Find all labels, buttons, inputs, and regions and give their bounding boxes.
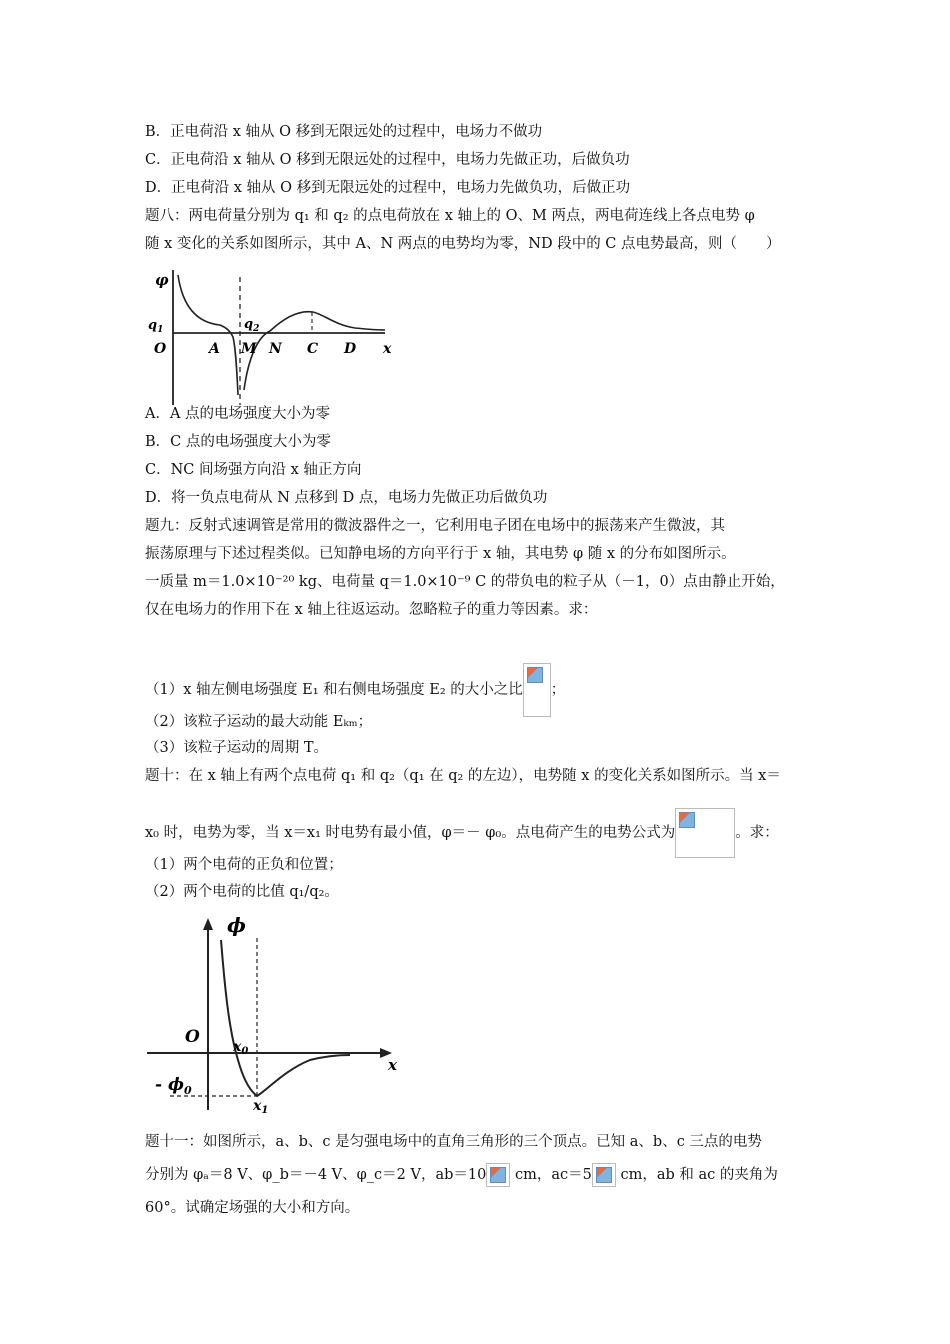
figure-potential-q1-q2 [145,265,405,410]
option-b: B．C 点的电场强度大小为零 [145,434,331,450]
line-d: D．正电荷沿 x 轴从 O 移到无限远处的过程中，电场力先做负功，后做正功 [145,180,631,196]
fig2-phi-label: ϕ [227,913,246,937]
fig1-n-label: N [269,341,282,357]
figure-potential-x0-x1 [145,910,410,1125]
question-8-line2: 随 x 变化的关系如图所示，其中 A、N 两点的电势均为零，ND 段中的 C 点电势最高，则（ ） [145,236,781,252]
line-b: B．正电荷沿 x 轴从 O 移到无限远处的过程中，电场力不做功 [145,124,543,140]
fig1-q1-label: $q_1$ [148,318,164,335]
fig1-o-label: O [154,341,167,357]
fig2-neg-phi0-label: - $\phi_0$ [155,1075,192,1097]
fig1-x-label: x [383,341,392,357]
option-a: A．A 点的电场强度大小为零 [145,406,331,422]
question-9-line1: 题九：反射式速调管是常用的微波器件之一，它利用电子团在电场中的振荡来产生微波，其 [145,518,725,534]
broken-image-icon [592,1163,616,1187]
question-10-line2 [145,808,779,858]
part1-text: （1）x 轴左侧电场强度 E₁ 和右侧电场强度 E₂ 的大小之比 [145,682,523,698]
fig1-phi-label: φ [155,271,169,289]
question-9-part2: （2）该粒子运动的最大动能 Eₖₘ； [145,714,373,730]
broken-image-icon [486,1163,510,1187]
q10-formula-text: x₀ 时，电势为零，当 x＝x₁ 时电势有最小值，φ＝－ φ₀。点电荷产生的电势公式为 [145,825,676,841]
question-11-line2 [145,1163,778,1187]
part1-end: ； [550,682,566,698]
question-10-part1: （1）两个电荷的正负和位置； [145,857,343,873]
q11-ac: cm，ac＝5 [510,1167,592,1183]
question-10-line1: 题十：在 x 轴上有两个点电荷 q₁ 和 q₂（q₁ 在 q₂ 的左边），电势随 x 的变化关系如图所示。当 x＝ [145,768,781,784]
fig1-a-label: A [209,341,220,357]
broken-image-icon [523,663,551,717]
question-11-line1: 题十一：如图所示，a、b、c 是匀强电场中的直角三角形的三个顶点。已知 a、b、c 三点的电势 [145,1134,762,1150]
fig1-c-label: C [307,341,319,357]
question-11-line3: 60°。试确定场强的大小和方向。 [145,1200,360,1216]
broken-image-icon [675,808,735,858]
fig1-m-label: M [241,341,257,357]
question-9-line4: 仅在电场力的作用下在 x 轴上往返运动。忽略粒子的重力等因素。求： [145,602,598,618]
fig2-x-label: x [388,1056,397,1074]
option-c: C．NC 间场强方向沿 x 轴正方向 [145,462,362,478]
fig2-o-label: O [185,1027,200,1047]
q10-end: 。求： [735,825,779,841]
fig1-q2-label: $q_2$ [244,317,260,334]
question-9-line3: 一质量 m＝1.0×10⁻²⁰ kg、电荷量 q＝1.0×10⁻⁹ C 的带负电的粒子从（－1，0）点由静止开始， [145,574,785,590]
question-10-part2: （2）两个电荷的比值 q₁/q₂。 [145,884,339,900]
question-9-part3: （3）该粒子运动的周期 T。 [145,740,329,756]
fig2-x0-label: $x_0$ [233,1039,249,1057]
question-8-line1: 题八：两电荷量分别为 q₁ 和 q₂ 的点电荷放在 x 轴上的 O、M 两点，两电荷连线上各点电势 φ [145,208,755,224]
line-c: C．正电荷沿 x 轴从 O 移到无限远处的过程中，电场力先做正功，后做负功 [145,152,630,168]
fig2-x1-label: $x_1$ [253,1098,269,1116]
question-9-part1 [145,663,565,717]
q11-angle: cm，ab 和 ac 的夹角为 [615,1167,778,1183]
q11-potentials: 分别为 φₐ＝8 V、φ_b＝－4 V、φ_c＝2 V，ab＝10 [145,1167,487,1183]
question-9-line2: 振荡原理与下述过程类似。已知静电场的方向平行于 x 轴，其电势 φ 随 x 的分布如图所示。 [145,546,736,562]
fig1-d-label: D [344,341,357,357]
option-d: D．将一负点电荷从 N 点移到 D 点，电场力先做正功后做负功 [145,490,548,506]
